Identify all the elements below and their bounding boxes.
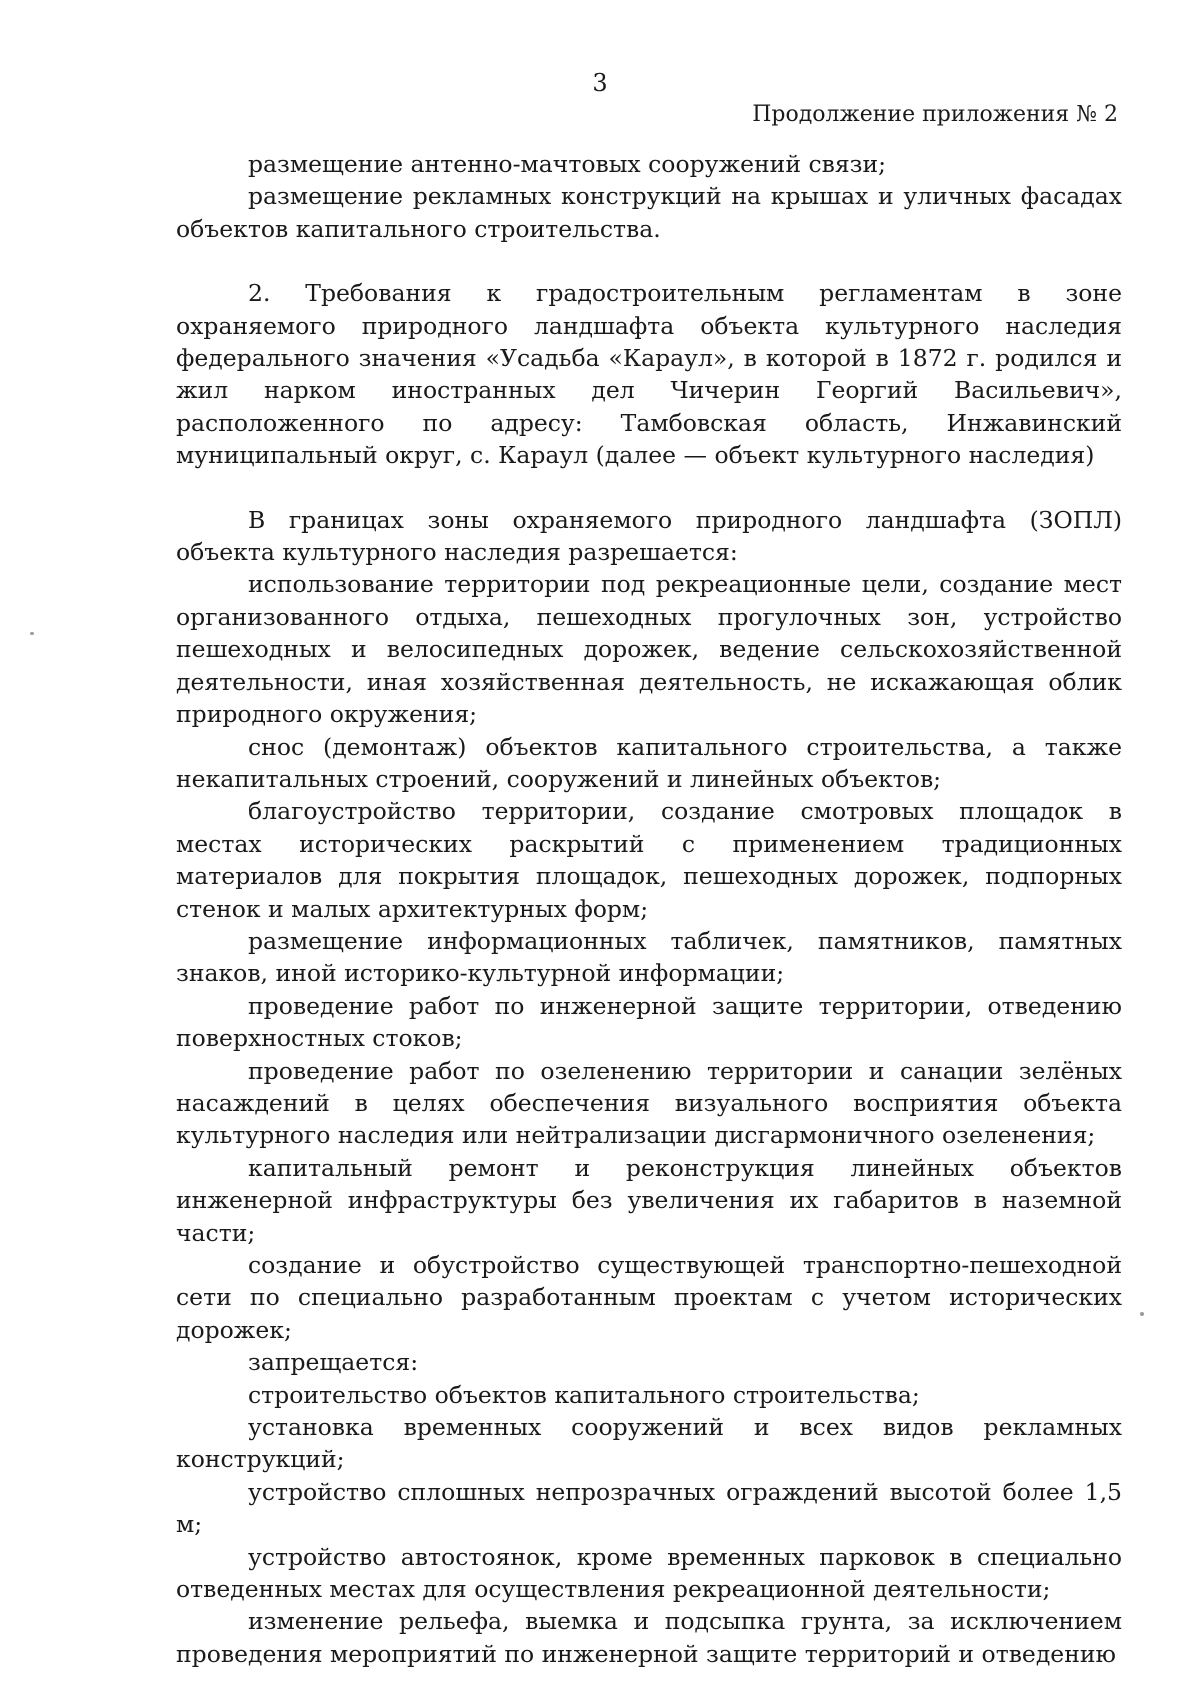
paragraph-demolition: снос (демонтаж) объектов капитального строительства, а также некапитальных строений, сооружений и линейных объектов; (176, 732, 1122, 793)
paragraph-landscaping: благоустройство территории, создание смотровых площадок в местах исторических раскрытий с применением традиционных материалов для покрытия площадок, пешеходных дорожек, подпорных стенок и малых архитектурных форм; (176, 797, 1122, 923)
paragraph-no-capital-construction: строительство объектов капитального строительства; (248, 1380, 920, 1409)
paragraph-advertising-placement: размещение рекламных конструкций на крышах и уличных фасадах объектов капитального строительства. (176, 182, 1122, 243)
page-number: 3 (592, 69, 608, 97)
scan-artifact-dot (30, 632, 34, 635)
paragraph-recreational-use: использование территории под рекреационные цели, создание мест организованного отдыха, пешеходных прогулочных зон, устройство пешеходных и велосипедных дорожек, ведение сельскохозяйственной деятельности, иная хозяйственная деятельность, не искажающая облик природного окружения; (176, 570, 1122, 729)
paragraph-no-terrain-change: изменение рельефа, выемка и подсыпка грунта, за исключением проведения мероприятий по инженерной защите территорий и отведению (176, 1607, 1122, 1668)
paragraph-no-parking-lots: устройство автостоянок, кроме временных парковок в специально отведенных местах для осуществления рекреационной деятельности; (176, 1542, 1122, 1604)
paragraph-infrastructure-repair: капитальный ремонт и реконструкция линейных объектов инженерной инфраструктуры без увеличения их габаритов в наземной части; (176, 1153, 1122, 1247)
paragraph-no-temporary-structures: установка временных сооружений и всех видов рекламных конструкций; (176, 1413, 1122, 1474)
paragraph-engineering-protection: проведение работ по инженерной защите территории, отведению поверхностных стоков; (176, 991, 1122, 1053)
paragraph-no-solid-fences: устройство сплошных непрозрачных ограждений высотой более 1,5 м; (176, 1477, 1122, 1539)
scan-artifact-dot (1140, 1312, 1144, 1316)
paragraph-information-signs: размещение информационных табличек, памятников, памятных знаков, иной историко-культурной информации; (176, 926, 1122, 988)
paragraph-antenna-placement: размещение антенно-мачтовых сооружений связи; (248, 150, 887, 178)
paragraph-greening: проведение работ по озеленению территории и санации зелёных насаждений в целях обеспечения визуального восприятия объекта культурного наследия или нейтрализации дисгармоничного озеленения; (176, 1056, 1122, 1150)
paragraph-transport-network: создание и обустройство существующей транспортно-пешеходной сети по специально разработанным проектам с учетом исторических дорожек; (176, 1251, 1122, 1344)
appendix-continuation-header: Продолжение приложения № 2 (752, 102, 1118, 127)
document-body (176, 148, 1122, 1670)
paragraph-prohibited-intro: запрещается: (248, 1348, 419, 1377)
paragraph-zone-permitted-intro: В границах зоны охраняемого природного ландшафта (ЗОПЛ) объекта культурного наследия разрешается: (176, 505, 1122, 567)
section-heading-requirements: 2. Требования к градостроительным регламентам в зоне охраняемого природного ландшафта объекта культурного наследия федерального значения «Усадьба «Караул», в которой в 1872 г. родился и жил нарком иностранных дел Чичерин Георгий Васильевич», расположенного по адресу: Тамбовская область, Инжавинский муниципальный округ, с. Караул (далее — объект культурного наследия) (176, 279, 1122, 470)
